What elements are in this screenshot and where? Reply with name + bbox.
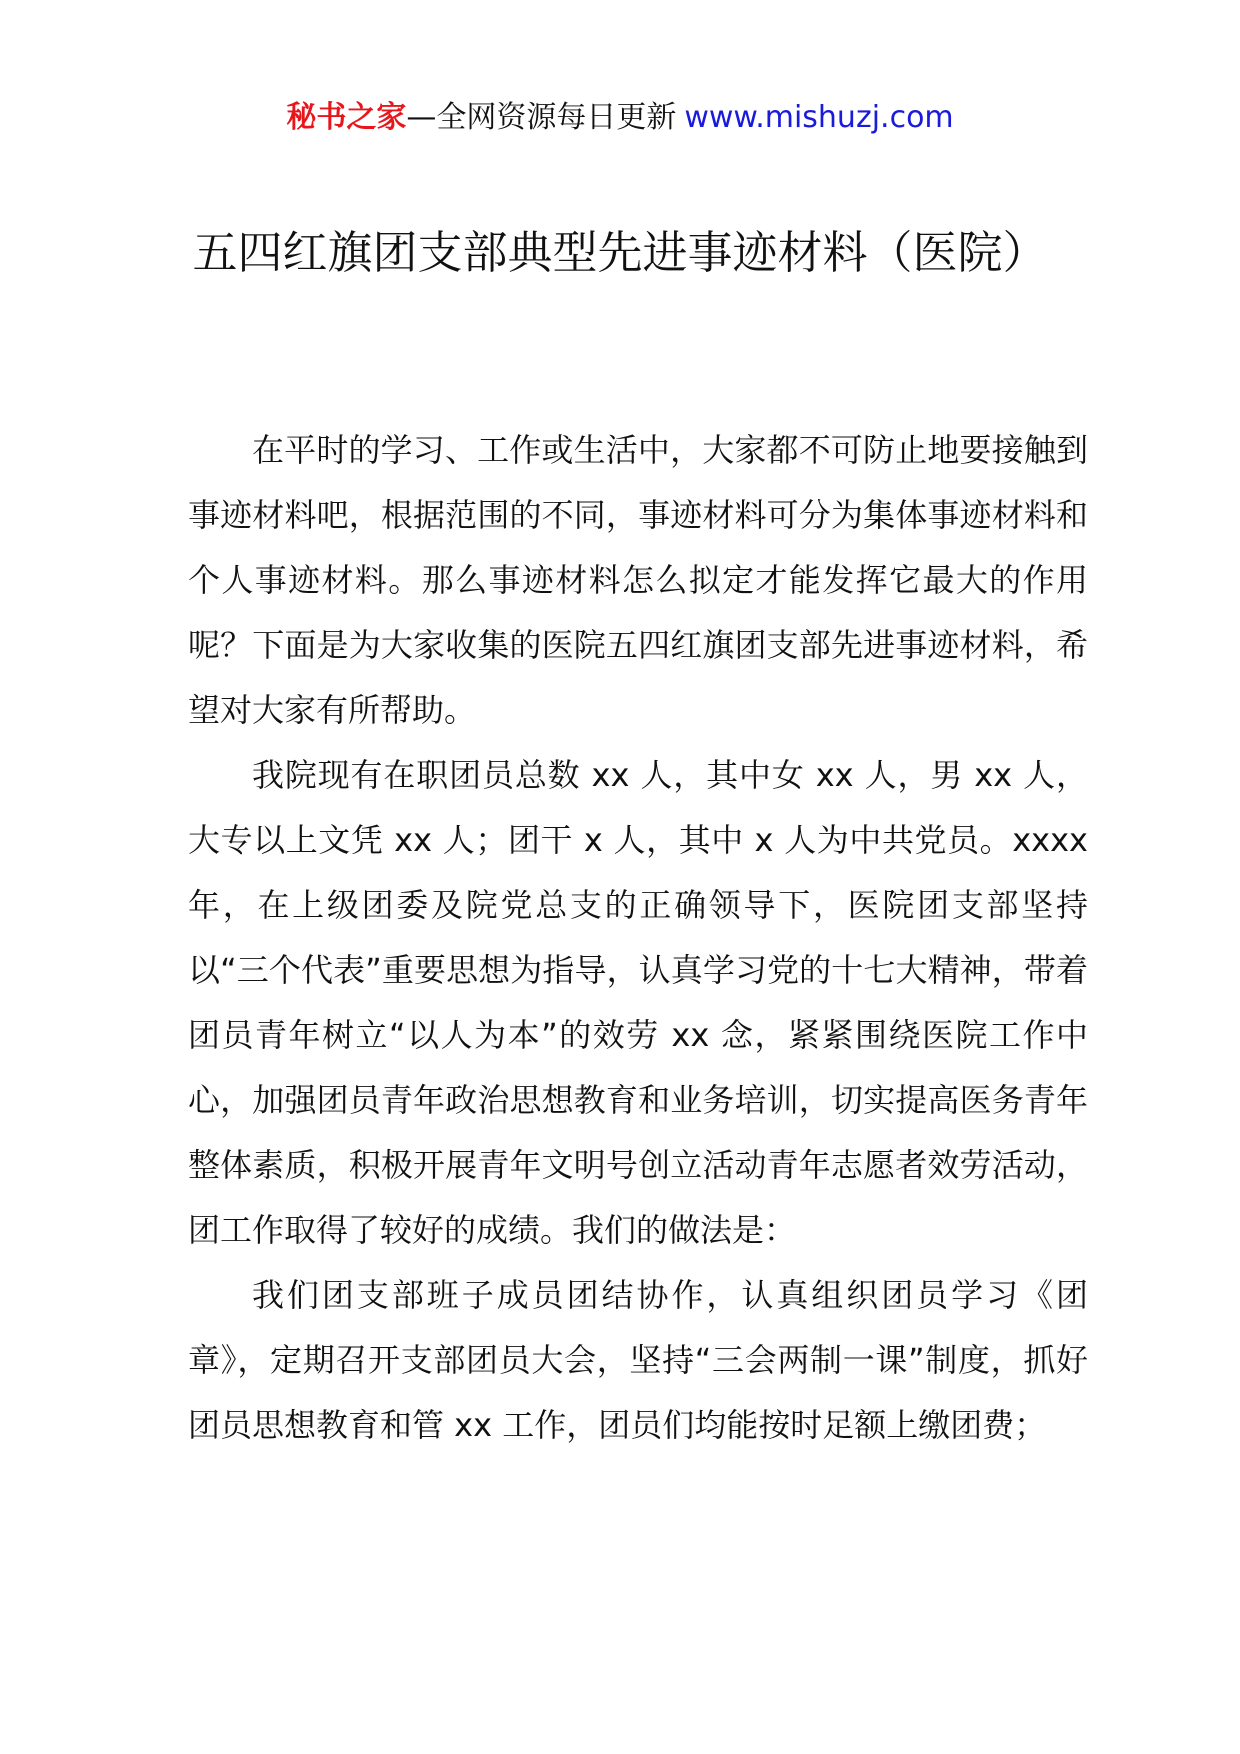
body-paragraph: 我院现有在职团员总数 xx 人，其中女 xx 人，男 xx 人，大专以上文凭 xx 人；团干 x 人，其中 x 人为中共党员。xxxx 年，在上级团委及院党总支的正确领导下，医院团支部坚持以“三个代表”重要思想为指导，认真学习党的十七大精神，带着团员青年树立“以人为本”的效劳 xx 念，紧紧围绕医院工作中心，加强团员青年政治思想教育和业务培训，切实提高医务青年整体素质，积极开展青年文明号创立活动青年志愿者效劳活动，团工作取得了较好的成绩。我们的做法是： <box>188 756 1088 1249</box>
document-body <box>188 418 1088 1458</box>
body-paragraph: 在平时的学习、工作或生活中，大家都不可防止地要接触到事迹材料吧，根据范围的不同，事迹材料可分为集体事迹材料和个人事迹材料。那么事迹材料怎么拟定才能发挥它最大的作用呢？下面是为大家收集的医院五四红旗团支部先进事迹材料，希望对大家有所帮助。 <box>188 431 1088 729</box>
site-url-link[interactable]: www.mishuzj.com <box>684 100 954 135</box>
body-paragraph: 我们团支部班子成员团结协作，认真组织团员学习《团章》，定期召开支部团员大会，坚持“三会两制一课”制度，抓好团员思想教育和管 xx 工作，团员们均能按时足额上缴团费； <box>188 1276 1088 1444</box>
site-tagline: —全网资源每日更新 <box>406 100 677 135</box>
document-title: 五四红旗团支部典型先进事迹材料（医院） <box>192 226 1048 279</box>
site-header <box>0 98 1240 138</box>
site-brand: 秘书之家 <box>286 100 407 135</box>
